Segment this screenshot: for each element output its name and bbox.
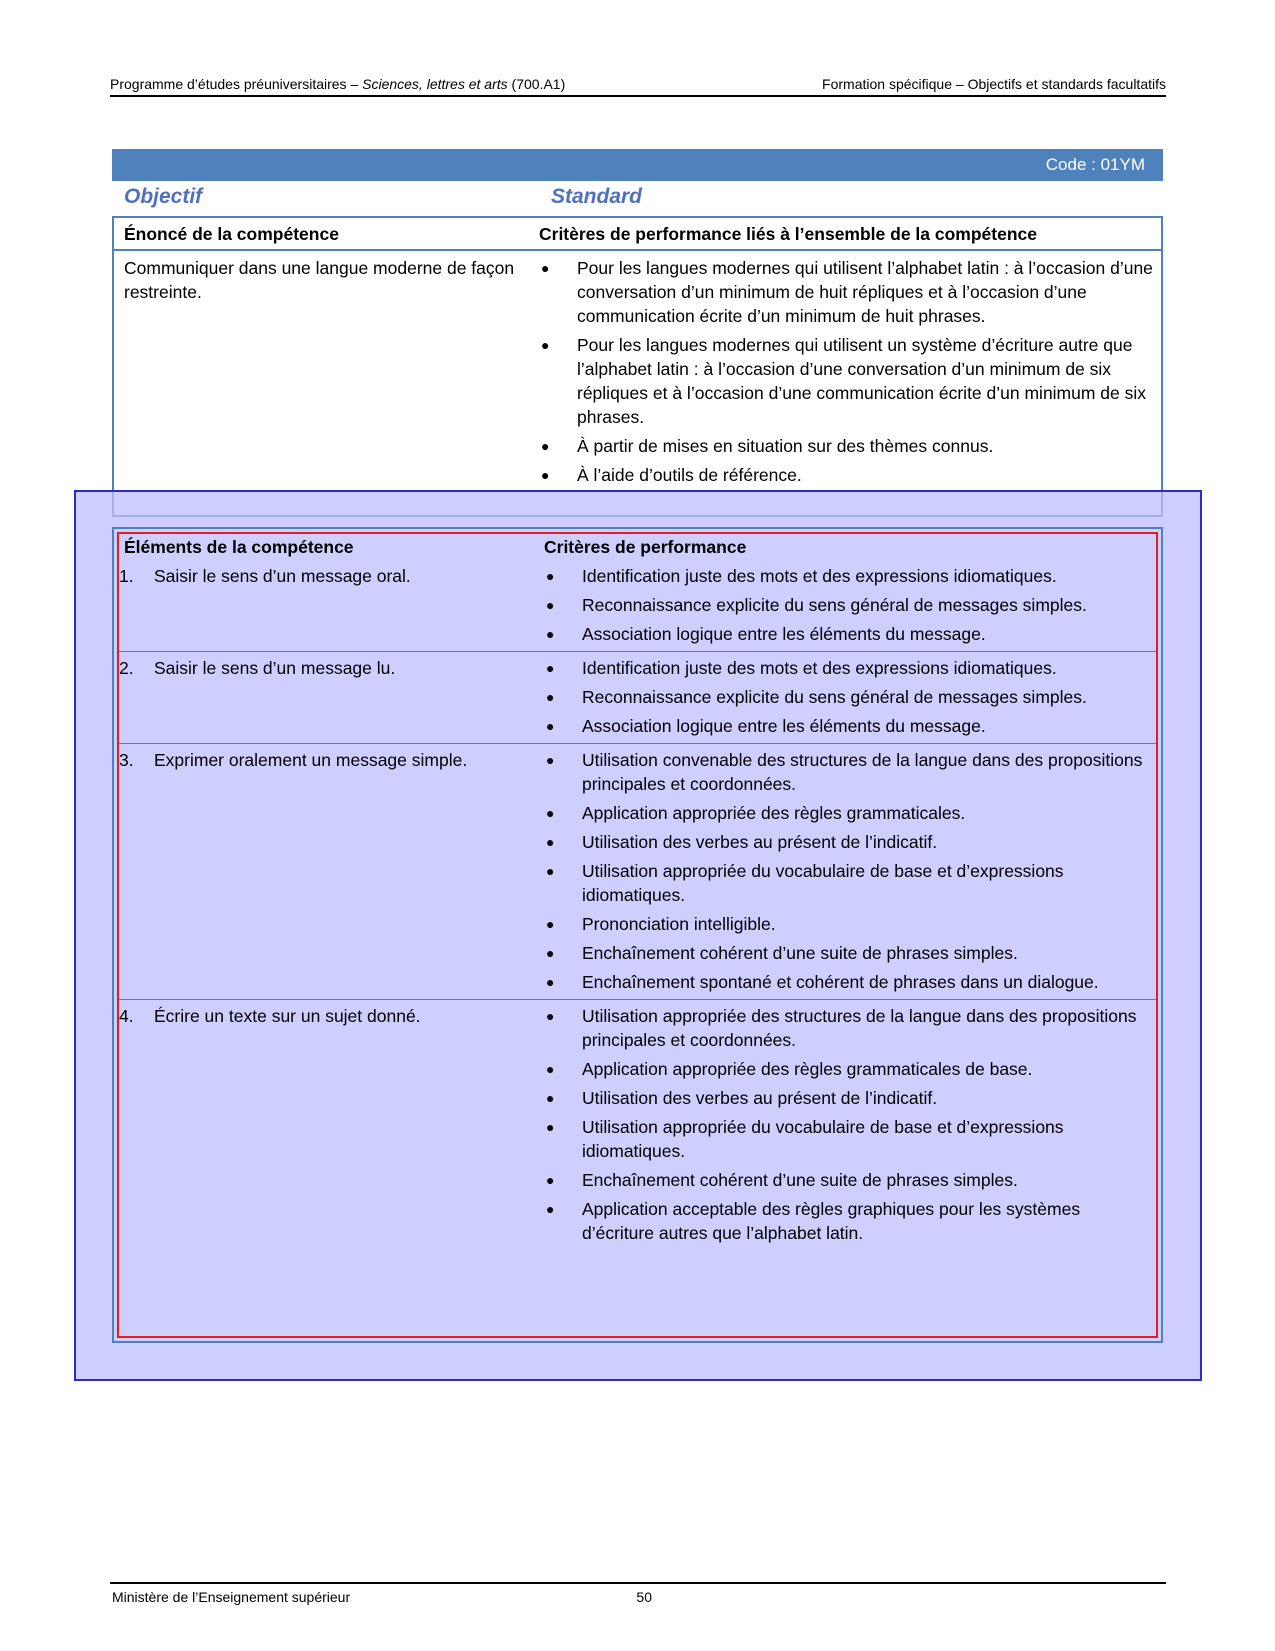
- bullet-icon: ●: [546, 689, 555, 705]
- bullet-icon: ●: [546, 834, 555, 850]
- list-item: ● Application appropriée des règles grammaticales de base.: [546, 1059, 1033, 1079]
- bullet-icon: ●: [541, 438, 550, 454]
- list-item: ● Identification juste des mots et des expressions idiomatiques.: [546, 566, 1057, 586]
- bullet-icon: ●: [546, 1008, 555, 1024]
- course-code: Code : 01YM: [1045, 155, 1145, 174]
- bullet-icon: ●: [546, 1201, 555, 1217]
- column-titles: [124, 185, 1164, 213]
- bullet-icon: ●: [541, 260, 550, 276]
- competence-criteria: [539, 256, 1161, 492]
- section-title: Formation spécifique – Objectifs et standards facultatifs: [822, 76, 1166, 92]
- table-row: [119, 744, 1156, 1000]
- code-bar: [112, 149, 1163, 181]
- elements-header-row: [119, 532, 1156, 562]
- bullet-icon: ●: [546, 1090, 555, 1106]
- list-item: ● Reconnaissance explicite du sens général de messages simples.: [546, 687, 1087, 707]
- list-item: ● Utilisation appropriée des structures de la langue dans des propositions principales et coordonnées.: [546, 1006, 1137, 1050]
- competence-header-row: [114, 218, 1161, 251]
- bullet-icon: ●: [546, 1119, 555, 1135]
- bullet-icon: ●: [546, 1172, 555, 1188]
- page-header: [110, 76, 1166, 92]
- bullet-icon: ●: [546, 626, 555, 642]
- list-item: ● Pour les langues modernes qui utilisent un système d’écriture autre que l’alphabet latin : à l’occasion d’une conversation d’un minimum de six répliques et à l’occasion d’une communication écrite d’un minimum de six phrases.: [541, 335, 1147, 427]
- elements-table-inner: [114, 529, 1161, 1250]
- table-row: [119, 1000, 1156, 1250]
- bullet-icon: ●: [541, 337, 550, 353]
- list-item: ● Association logique entre les éléments du message.: [546, 716, 986, 736]
- element-criteria: [544, 656, 1156, 743]
- list-item: ● Application appropriée des règles grammaticales.: [546, 803, 966, 823]
- bullet-icon: ●: [546, 718, 555, 734]
- elements-table: [112, 527, 1163, 1343]
- competence-table: [112, 216, 1163, 517]
- list-item: ● À l’aide d’outils de référence.: [541, 465, 802, 485]
- element-criteria: [544, 1004, 1156, 1250]
- competence-statement: Communiquer dans une langue moderne de façon restreinte.: [124, 258, 515, 302]
- list-item: ● Enchaînement cohérent d’une suite de phrases simples.: [546, 1170, 1018, 1190]
- bullet-icon: ●: [546, 568, 555, 584]
- list-item: ● À partir de mises en situation sur des thèmes connus.: [541, 436, 994, 456]
- competence-right-header: Critères de performance liés à l’ensemble de la compétence: [539, 223, 1037, 244]
- standard-title: Standard: [551, 185, 643, 208]
- bullet-icon: ●: [546, 863, 555, 879]
- list-item: ● Pour les langues modernes qui utilisent l’alphabet latin : à l’occasion d’une conversation d’un minimum de huit répliques et à l’occasion d’une communication écrite d’un minimum de huit phrases.: [541, 258, 1153, 326]
- bullet-icon: ●: [546, 945, 555, 961]
- element-criteria: [544, 748, 1156, 999]
- element-label: 4. Écrire un texte sur un sujet donné.: [119, 1006, 421, 1026]
- elements-right-header: Critères de performance: [544, 537, 747, 557]
- list-item: ● Prononciation intelligible.: [546, 914, 776, 934]
- bullet-icon: ●: [546, 752, 555, 768]
- list-item: ● Utilisation appropriée du vocabulaire de base et d’expressions idiomatiques.: [546, 861, 1064, 905]
- elements-left-header: Éléments de la compétence: [124, 537, 354, 557]
- list-item: ● Identification juste des mots et des expressions idiomatiques.: [546, 658, 1057, 678]
- objectif-title: Objectif: [124, 185, 203, 208]
- bullet-icon: ●: [546, 974, 555, 990]
- competence-body-row: [114, 251, 1161, 492]
- bullet-icon: ●: [546, 916, 555, 932]
- list-item: ● Enchaînement cohérent d’une suite de phrases simples.: [546, 943, 1018, 963]
- bullet-icon: ●: [546, 597, 555, 613]
- ministry-name: Ministère de l’Enseignement supérieur: [112, 1589, 351, 1605]
- list-item: ● Enchaînement spontané et cohérent de phrases dans un dialogue.: [546, 972, 1099, 992]
- list-item: ● Association logique entre les éléments du message.: [546, 624, 986, 644]
- competence-left-header: Énoncé de la compétence: [124, 223, 339, 244]
- page-footer: [112, 1589, 652, 1605]
- element-label: 3. Exprimer oralement un message simple.: [119, 750, 468, 770]
- bullet-icon: ●: [546, 1061, 555, 1077]
- list-item: ● Utilisation appropriée du vocabulaire de base et d’expressions idiomatiques.: [546, 1117, 1064, 1161]
- list-item: ● Application acceptable des règles graphiques pour les systèmes d’écriture autres que l’alphabet latin.: [546, 1199, 1081, 1243]
- list-item: ● Utilisation convenable des structures de la langue dans des propositions principales et coordonnées.: [546, 750, 1143, 794]
- element-label: 1. Saisir le sens d’un message oral.: [119, 566, 411, 586]
- element-criteria: [544, 564, 1156, 651]
- header-rule: [110, 95, 1166, 97]
- footer-rule: [110, 1582, 1166, 1584]
- element-label: 2. Saisir le sens d’un message lu.: [119, 658, 396, 678]
- bullet-icon: ●: [546, 805, 555, 821]
- table-row: [119, 652, 1156, 744]
- list-item: ● Utilisation des verbes au présent de l’indicatif.: [546, 832, 938, 852]
- bullet-icon: ●: [546, 660, 555, 676]
- page-number: 50: [636, 1589, 652, 1605]
- bullet-icon: ●: [541, 467, 550, 483]
- list-item: ● Reconnaissance explicite du sens général de messages simples.: [546, 595, 1087, 615]
- table-row: [119, 562, 1156, 652]
- list-item: ● Utilisation des verbes au présent de l’indicatif.: [546, 1088, 938, 1108]
- program-title: Programme d’études préuniversitaires – Sciences, lettres et arts (700.A1): [110, 76, 566, 92]
